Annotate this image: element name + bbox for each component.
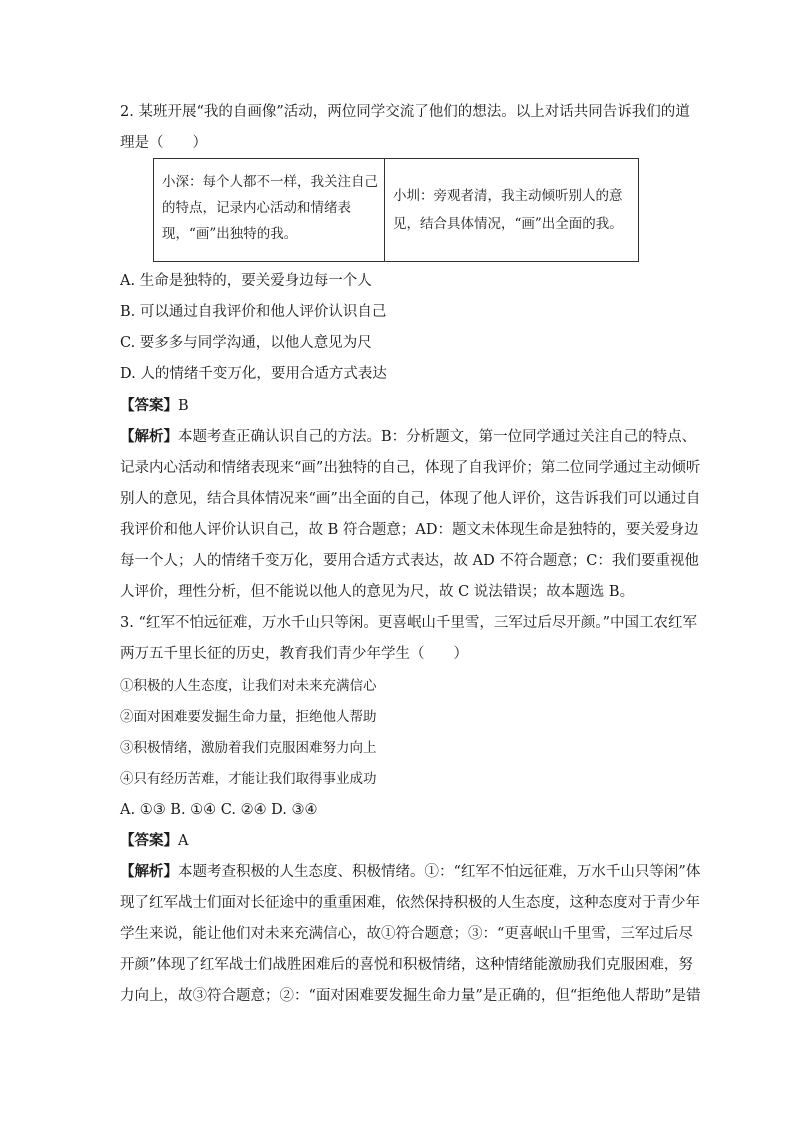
q2-analysis-line-5: 每一个人；人的情绪千变万化，要用合适方式表达，故 AD 不符合题意；C：我们要重视他 — [120, 553, 699, 569]
q3-stem-line-2: 两万五千里长征的历史，教育我们青少年学生（ ） — [120, 646, 468, 662]
q2-option-c: C. 要多多与同学沟通，以他人意见为尺 — [120, 335, 372, 351]
q2-dialogue-left-text: 小深：每个人都不一样，我关注自己的特点，记录内心活动和情绪表现，“画”出独特的我。 — [162, 174, 378, 242]
q3-analysis-line-1 — [120, 862, 701, 882]
q3-analysis-line-3: 学生来说，能让他们对未来充满信心，故①符合题意；③：“更喜岷山千里雪，三军过后尽 — [120, 926, 693, 942]
q2-analysis-line-4: 我评价和他人评价认识自己，故 B 符合题意；AD：题文未体现生命是独特的，要关爱身边 — [120, 522, 699, 538]
q3-answer — [120, 831, 680, 851]
q3-analysis-line-5: 力向上，故③符合题意；②：“面对困难要发掘生命力量”是正确的，但“拒绝他人帮助”是错 — [120, 988, 701, 1004]
q2-stem-line-2: 理是（ ） — [120, 135, 207, 151]
q3-answer-label: 【答案】 — [120, 832, 178, 849]
q2-answer — [120, 396, 680, 416]
q2-analysis-text-1: 本题考查正确认识自己的方法。B：分析题文，第一位同学通过关注自己的特点、 — [178, 429, 697, 445]
q2-dialogue-left-cell — [154, 159, 385, 261]
q2-dialogue-right-cell — [385, 159, 638, 261]
q2-analysis-line-2: 记录内心活动和情绪表现来“画”出独特的自己，体现了自我评价；第二位同学通过主动倾听 — [120, 460, 701, 476]
q3-item-1: ①积极的人生态度，让我们对未来充满信心 — [120, 678, 377, 694]
q2-answer-value: B — [178, 398, 189, 414]
q2-analysis-line-1 — [120, 427, 697, 447]
q3-answer-value: A — [178, 833, 189, 849]
q2-option-b: B. 可以通过自我评价和他人评价认识自己 — [120, 304, 387, 320]
q3-analysis-text-1: 本题考查积极的人生态度、积极情绪。①：“红军不怕远征难，万水千山只等闲”体 — [178, 864, 701, 880]
q2-analysis-line-6: 人评价，理性分析，但不能说以他人的意见为尺，故 C 说法错误；故本题选 B。 — [120, 584, 635, 600]
q3-item-3: ③积极情绪，激励着我们克服困难努力向上 — [120, 740, 377, 756]
q3-analysis-line-2: 现了红军战士们面对长征途中的重重困难，依然保持积极的人生态度，这种态度对于青少年 — [120, 895, 700, 911]
q3-stem-line-1: 3. “红军不怕远征难，万水千山只等闲。更喜岷山千里雪，三军过后尽开颜。”中国工农红军 — [120, 615, 698, 631]
q2-analysis-line-3: 别人的意见，结合具体情况来“画”出全面的自己，体现了他人评价，这告诉我们可以通过自 — [120, 491, 701, 507]
q3-analysis-line-4: 开颜”体现了红军战士们战胜困难后的喜悦和积极情绪，这种情绪能激励我们克服困难，努 — [120, 957, 693, 973]
q3-item-4: ④只有经历苦难，才能让我们取得事业成功 — [120, 771, 377, 787]
q2-option-d: D. 人的情绪千变万化，要用合适方式表达 — [120, 366, 387, 382]
q2-stem-line-1: 2. 某班开展“我的自画像”活动，两位同学交流了他们的想法。以上对话共同告诉我们的道 — [120, 104, 690, 120]
q2-dialogue-right-text: 小圳：旁观者清，我主动倾听别人的意见，结合具体情况，“画”出全面的我。 — [393, 188, 623, 232]
q2-dialogue-table — [153, 158, 639, 262]
q2-option-a: A. 生命是独特的，要关爱身边每一个人 — [120, 273, 372, 289]
q3-analysis-label: 【解析】 — [120, 863, 178, 880]
q3-item-2: ②面对困难要发掘生命力量，拒绝他人帮助 — [120, 709, 377, 725]
q3-options: A. ①③ B. ①④ C. ②④ D. ③④ — [120, 802, 318, 818]
q2-answer-label: 【答案】 — [120, 397, 178, 414]
q2-analysis-label: 【解析】 — [120, 428, 178, 445]
